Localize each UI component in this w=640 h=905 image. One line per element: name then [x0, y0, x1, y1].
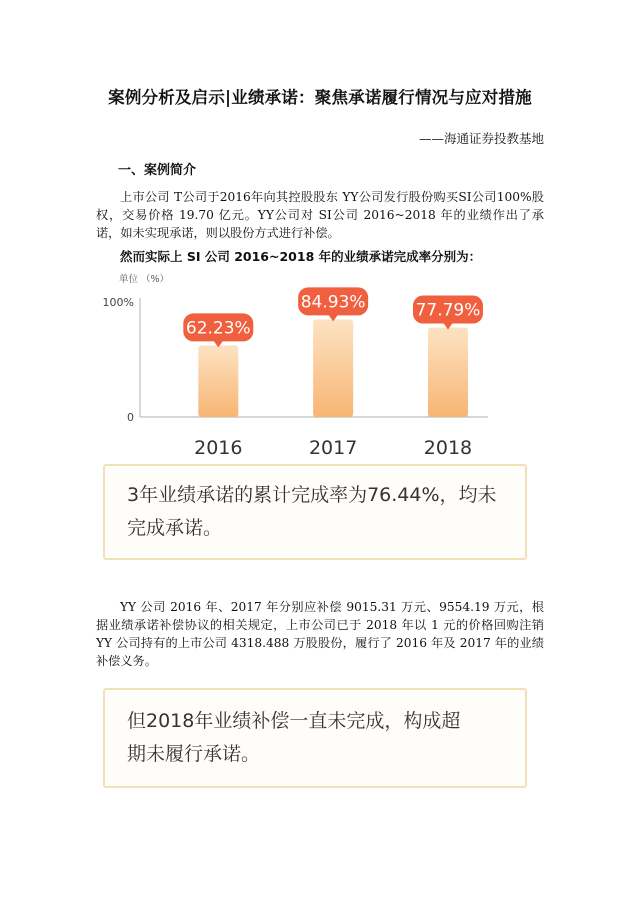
callout-overdue [103, 688, 527, 788]
data-label: 84.93% [300, 292, 366, 313]
bar [198, 345, 238, 417]
callout-overdue-line1: 但2018年业绩补偿一直未完成，构成超 [127, 710, 461, 732]
paragraph-intro: 上市公司 T公司于2016年向其控股股东 YY公司发行股份购买SI公司100%股权，交易价格 19.70 亿元。YY公司对 SI公司 2016~2018 年的业绩作出了承诺，如未实现承诺，则以股份方式进行补偿。 [96, 190, 544, 240]
data-label: 77.79% [415, 300, 481, 321]
document-title: 案例分析及启示|业绩承诺：聚焦承诺履行情况与应对措施 [108, 88, 532, 107]
x-tick-label: 2017 [308, 437, 358, 459]
bar [428, 328, 468, 417]
x-tick-label: 2018 [423, 437, 473, 459]
document-source: ——海通证券投教基地 [418, 131, 544, 146]
y-tick-label: 0 [127, 411, 134, 424]
chart-unit-label: 单位 （%） [119, 274, 170, 285]
x-tick-label: 2016 [194, 437, 243, 459]
paragraph-compensation: YY 公司 2016 年、2017 年分别应补偿 9015.31 万元、9554.19 万元，根据业绩承诺补偿协议的相关规定，上市公司已于 2018 年以 1 元的价格回购注销 YY 公司持有的上市公司 4318.488 万股股份，履行了 2016 年及 2017 年的业绩补偿义务。 [96, 600, 544, 668]
section-heading: 一、案例简介 [118, 163, 197, 178]
completion-rate-chart [96, 262, 544, 472]
y-tick-label: 100% [102, 296, 134, 309]
data-label: 62.23% [185, 318, 251, 339]
callout-cumulative-text: 3年业绩承诺的累计完成率为76.44%，均未完成承诺。 [127, 484, 497, 539]
bar [313, 319, 353, 417]
callout-cumulative-rate [103, 464, 527, 560]
chart-svg [96, 262, 544, 472]
callout-overdue-line2: 期未履行承诺。 [127, 743, 261, 765]
chart-lead-text: 然而实际上 SI 公司 2016~2018 年的业绩承诺完成率分别为： [120, 249, 482, 264]
